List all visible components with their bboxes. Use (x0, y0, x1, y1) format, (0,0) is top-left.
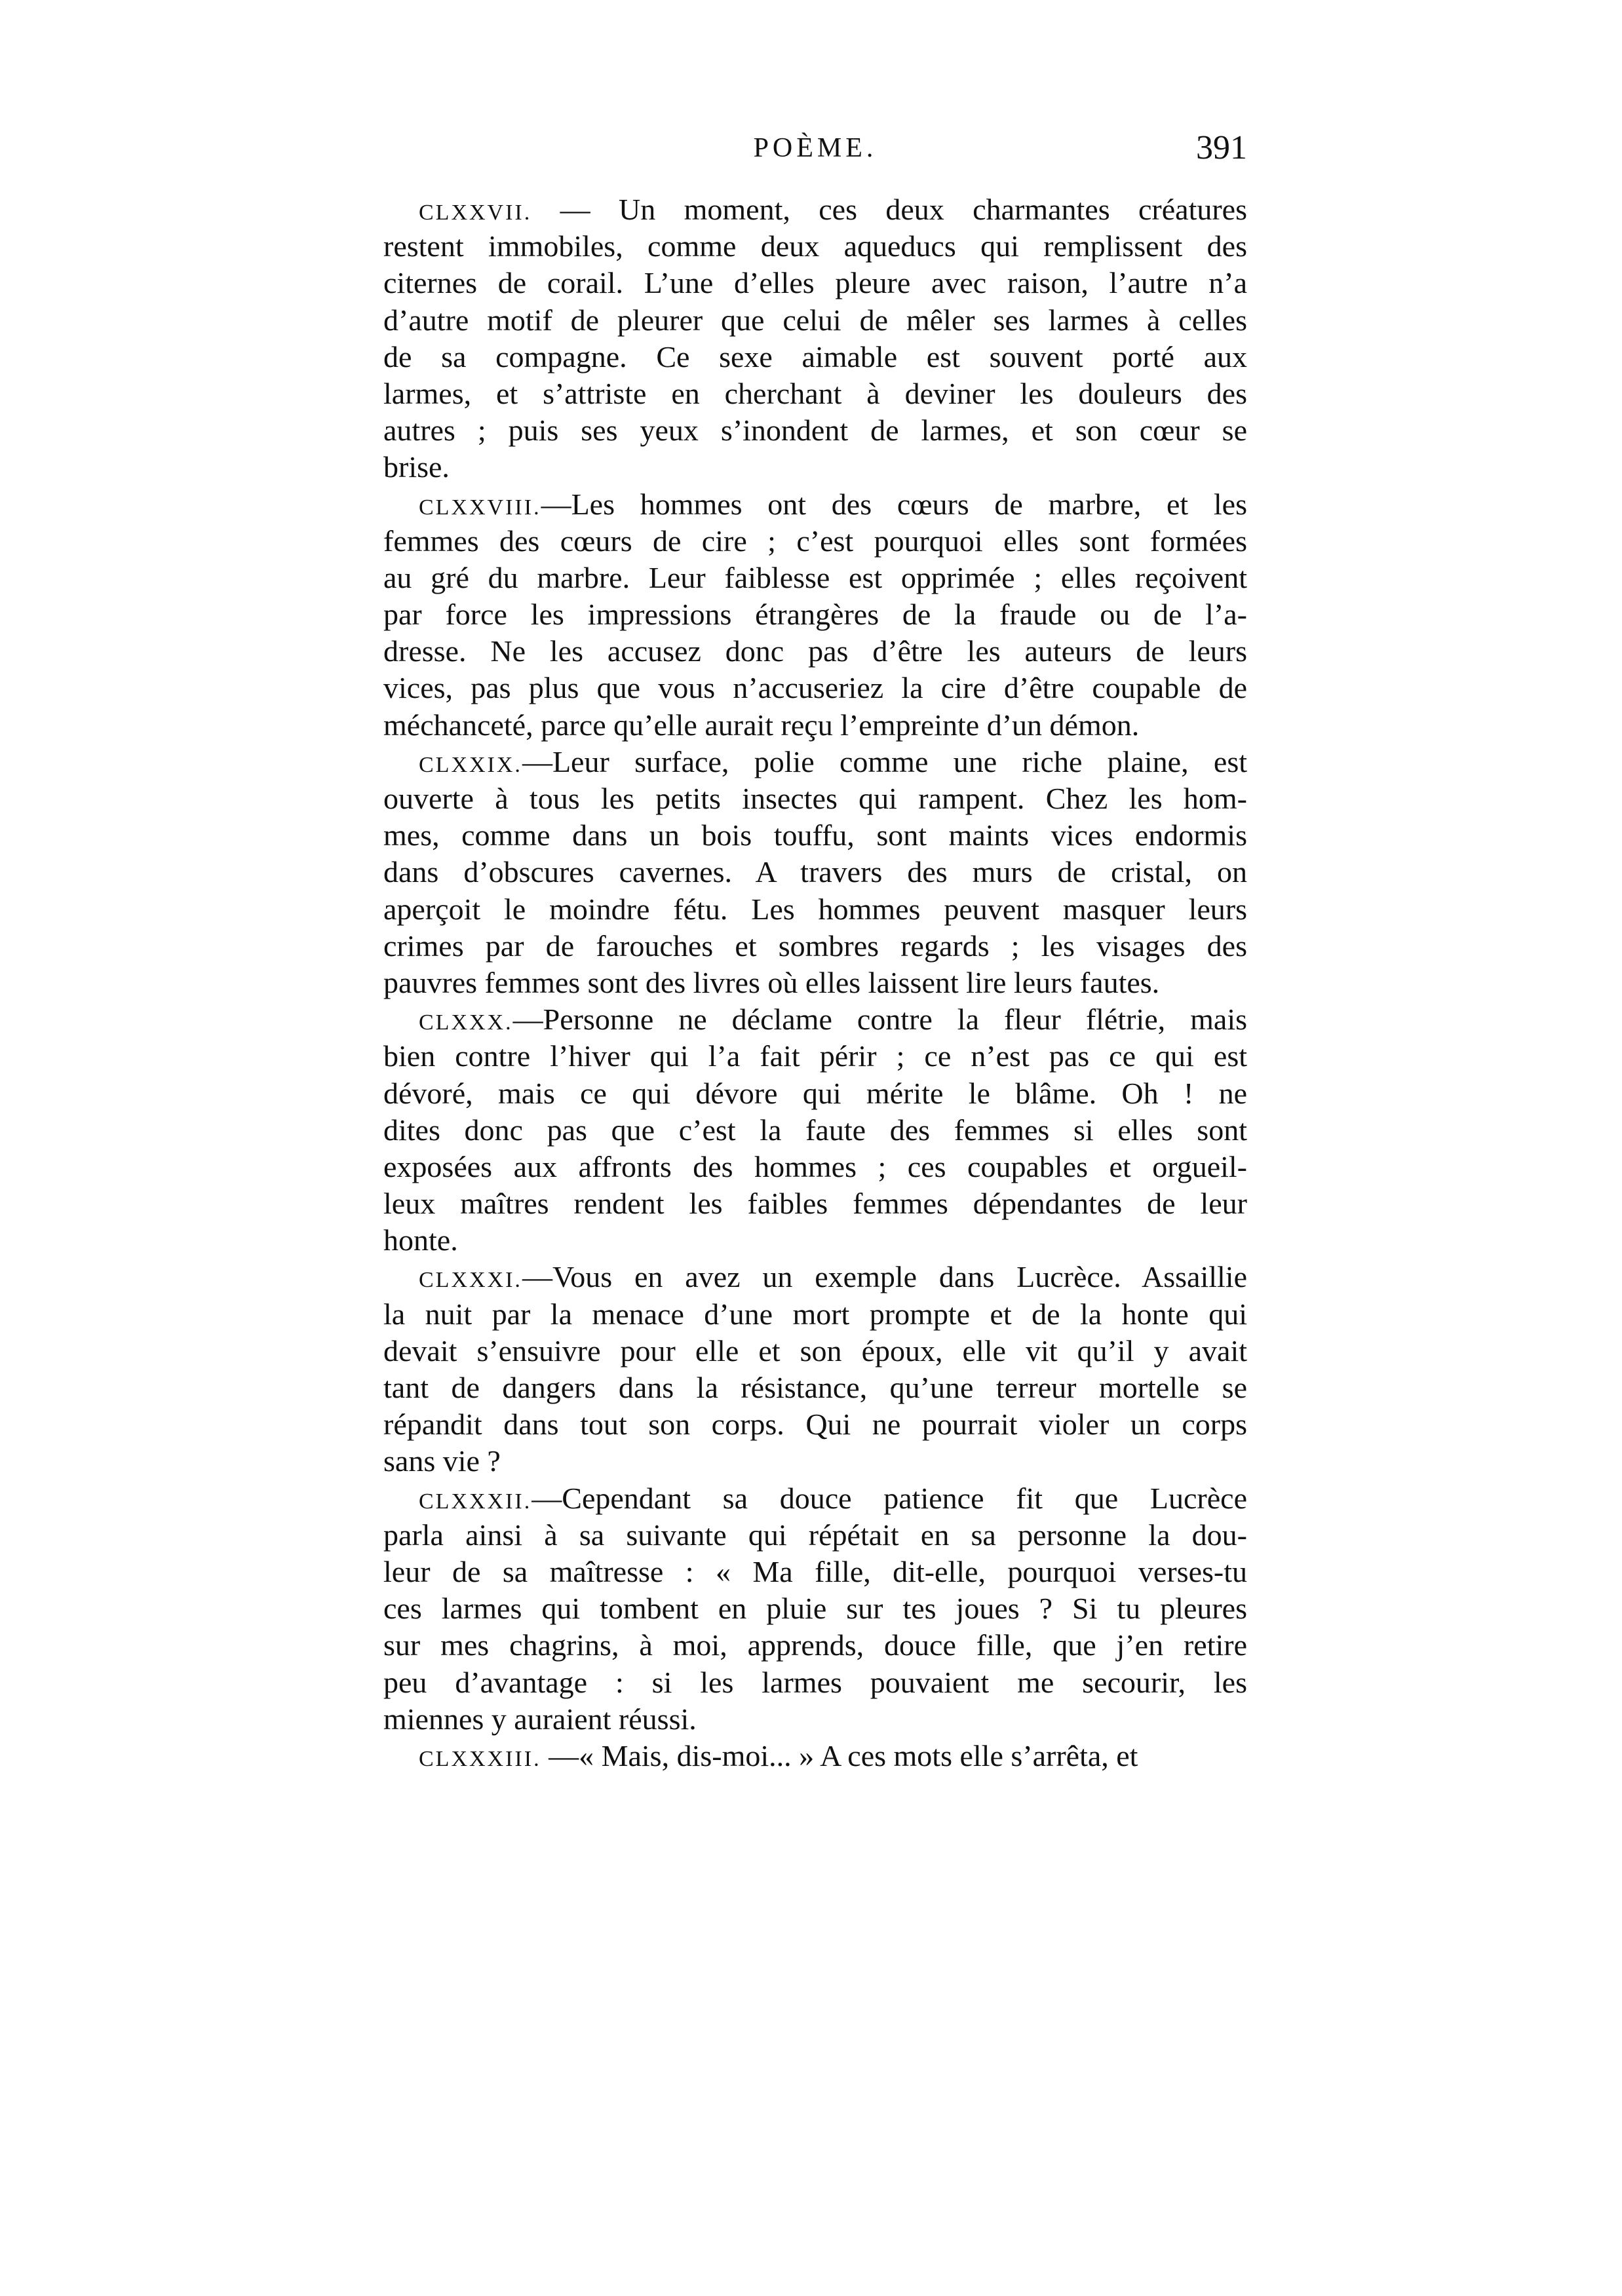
line-text: peu d’avantage : si les larmes pouvaient me secourir, les (383, 1665, 1247, 1699)
stanza-number: CLXXXIII. (419, 1746, 541, 1771)
text-line (383, 1701, 1247, 1738)
line-text: miennes y auraient réussi. (383, 1702, 697, 1736)
text-line (383, 523, 1247, 560)
line-text: sans vie ? (383, 1444, 501, 1478)
text-line (383, 1185, 1247, 1222)
line-text: citernes de corail. L’une d’elles pleure avec raison, l’autre n’a (383, 266, 1247, 300)
stanza-number: CLXXX. (419, 1010, 513, 1035)
text-line (383, 1149, 1247, 1185)
text-line (383, 817, 1247, 854)
line-text: bien contre l’hiver qui l’a fait périr ; ce n’est pas ce qui est (383, 1039, 1247, 1073)
stanza-number: CLXXVIII. (419, 495, 541, 520)
line-text: —Leur surface, polie comme une riche plaine, est (522, 744, 1247, 778)
line-text: crimes par de farouches et sombres regards ; les visages des (383, 928, 1247, 963)
line-text: méchanceté, parce qu’elle aurait reçu l’empreinte d’un démon. (383, 708, 1140, 742)
stanza-number: CLXXVII. (419, 201, 532, 225)
line-text: larmes, et s’attriste en cherchant à deviner les douleurs des (383, 376, 1247, 410)
text-line (383, 339, 1247, 375)
text-line (383, 1038, 1247, 1075)
text-line (383, 1590, 1247, 1627)
text-line (383, 670, 1247, 706)
text-line (383, 191, 1247, 228)
stanza-number: CLXXXI. (419, 1268, 522, 1293)
line-text: dites donc pas que c’est la faute des femmes si elles sont (383, 1113, 1247, 1147)
stanza-number: CLXXXII. (419, 1489, 532, 1514)
text-line (383, 707, 1247, 744)
text-line (383, 854, 1247, 890)
text-line (383, 1627, 1247, 1664)
line-text: aperçoit le moindre fétu. Les hommes peuvent masquer leurs (383, 892, 1247, 926)
line-text: honte. (383, 1223, 458, 1257)
line-text: femmes des cœurs de cire ; c’est pourquoi elles sont formées (383, 524, 1247, 558)
paragraph (383, 191, 1247, 486)
paragraph (383, 486, 1247, 744)
line-text: restent immobiles, comme deux aqueducs qui remplissent des (383, 229, 1247, 263)
page-body (383, 191, 1247, 1774)
text-line (383, 560, 1247, 596)
text-line (383, 1554, 1247, 1590)
line-text: pauvres femmes sont des livres où elles laissent lire leurs fautes. (383, 965, 1160, 999)
text-line (383, 1333, 1247, 1369)
line-text: brise. (383, 450, 450, 484)
paragraph (383, 1001, 1247, 1259)
text-line (383, 375, 1247, 412)
line-text: dans d’obscures cavernes. A travers des murs de cristal, on (383, 855, 1247, 889)
line-text: de sa compagne. Ce sexe aimable est souvent porté aux (383, 339, 1247, 373)
running-title: POÈME. (753, 133, 878, 163)
text-line (383, 1664, 1247, 1701)
page-number: 391 (1196, 129, 1247, 166)
line-text: ces larmes qui tombent en pluie sur tes joues ? Si tu pleures (383, 1592, 1247, 1626)
text-line (383, 1738, 1247, 1774)
line-text: vices, pas plus que vous n’accuseriez la cire d’être coupable de (383, 671, 1247, 705)
line-text: —Les hommes ont des cœurs de marbre, et les (541, 487, 1247, 521)
line-text: —« Mais, dis-moi... » A ces mots elle s’arrêta, et (541, 1738, 1138, 1772)
text-line (383, 1369, 1247, 1406)
text-line (383, 928, 1247, 965)
paragraph (383, 1738, 1247, 1774)
text-line (383, 1112, 1247, 1149)
line-text: autres ; puis ses yeux s’inondent de larmes, et son cœur se (383, 413, 1247, 448)
text-line (383, 1296, 1247, 1333)
line-text: mes, comme dans un bois touffu, sont maints vices endormis (383, 818, 1247, 852)
line-text: répandit dans tout son corps. Qui ne pourrait violer un corps (383, 1407, 1247, 1442)
line-text: —Personne ne déclame contre la fleur flétrie, mais (512, 1003, 1247, 1037)
text-line (383, 302, 1247, 339)
text-line (383, 744, 1247, 780)
text-line (383, 891, 1247, 928)
text-line (383, 1075, 1247, 1112)
text-line (383, 1406, 1247, 1443)
line-text: au gré du marbre. Leur faiblesse est opprimée ; elles reçoivent (383, 560, 1247, 594)
line-text: la nuit par la menace d’une mort prompte et de la honte qui (383, 1297, 1247, 1331)
line-text: parla ainsi à sa suivante qui répétait en sa personne la dou- (383, 1518, 1247, 1552)
line-text: —Cependant sa douce patience fit que Lucrèce (531, 1481, 1247, 1515)
text-line (383, 965, 1247, 1001)
line-text: d’autre motif de pleurer que celui de mêler ses larmes à celles (383, 303, 1247, 337)
paragraph (383, 1259, 1247, 1480)
text-line (383, 449, 1247, 486)
text-line (383, 412, 1247, 449)
paragraph (383, 744, 1247, 1001)
text-line (383, 1480, 1247, 1517)
text-line (383, 1443, 1247, 1480)
line-text: sur mes chagrins, à moi, apprends, douce fille, que j’en retire (383, 1628, 1247, 1662)
line-text: devait s’ensuivre pour elle et son époux, elle vit qu’il y avait (383, 1333, 1247, 1368)
page-header (383, 128, 1247, 168)
text-line (383, 633, 1247, 670)
line-text: exposées aux affronts des hommes ; ces coupables et orgueil- (383, 1149, 1247, 1183)
text-line (383, 1001, 1247, 1038)
text-line (383, 1517, 1247, 1554)
stanza-number: CLXXIX. (419, 752, 522, 777)
line-text: leux maîtres rendent les faibles femmes dépendantes de leur (383, 1187, 1247, 1221)
line-text: dévoré, mais ce qui dévore qui mérite le blâme. Oh ! ne (383, 1076, 1247, 1110)
line-text: —Vous en avez un exemple dans Lucrèce. Assaillie (522, 1260, 1247, 1294)
text-line (383, 486, 1247, 523)
text-line (383, 1222, 1247, 1259)
text-line (383, 228, 1247, 265)
paragraph (383, 1480, 1247, 1738)
text-line (383, 265, 1247, 301)
line-text: par force les impressions étrangères de la fraude ou de l’a- (383, 598, 1247, 632)
text-line (383, 780, 1247, 817)
line-text: ouverte à tous les petits insectes qui rampent. Chez les hom- (383, 782, 1247, 815)
line-text: leur de sa maîtresse : « Ma fille, dit-elle, pourquoi verses-tu (383, 1554, 1247, 1588)
line-text: dresse. Ne les accusez donc pas d’être les auteurs de leurs (383, 634, 1247, 668)
line-text: — Un moment, ces deux charmantes créatures (531, 193, 1247, 226)
line-text: tant de dangers dans la résistance, qu’une terreur mortelle se (383, 1371, 1247, 1404)
text-line (383, 1259, 1247, 1295)
text-line (383, 596, 1247, 633)
